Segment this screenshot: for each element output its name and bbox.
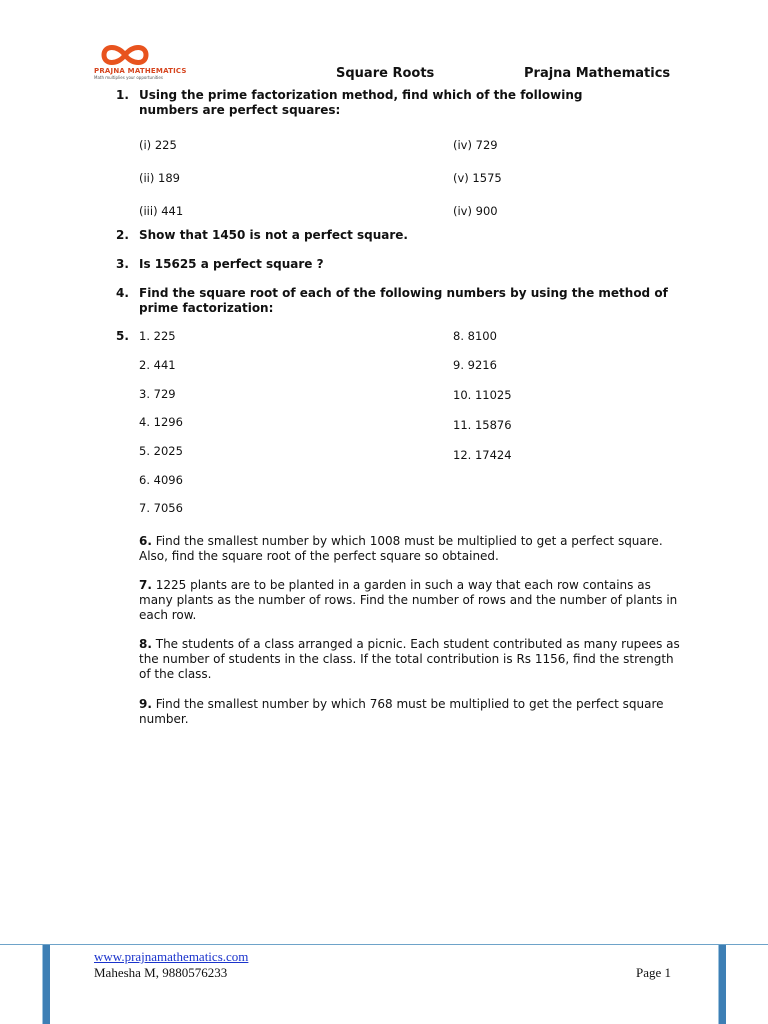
q5-item: 11. 15876 bbox=[453, 418, 512, 432]
q5-item: 4. 1296 bbox=[139, 415, 183, 429]
logo-text: PRAJNA MATHEMATICS bbox=[94, 67, 187, 75]
question-3-text: Is 15625 a perfect square ? bbox=[139, 257, 324, 271]
brand-name: Prajna Mathematics bbox=[524, 66, 671, 81]
question-6-text: Find the smallest number by which 1008 must be multiplied to get a perfect square. Also, find the square root of the perfect square so obtained. bbox=[139, 534, 663, 563]
question-9 bbox=[139, 697, 684, 727]
q1-option: (iv) 900 bbox=[453, 204, 498, 218]
q1-option: (iii) 441 bbox=[139, 204, 184, 218]
question-4-text: Find the square root of each of the following numbers by using the method of prime factorization: bbox=[139, 286, 668, 315]
question-9-text: Find the smallest number by which 768 must be multiplied to get the perfect square number. bbox=[139, 697, 664, 726]
q5-item: 5. 2025 bbox=[139, 444, 183, 458]
q5-item: 2. 441 bbox=[139, 358, 176, 372]
question-number-5: 5. bbox=[116, 329, 129, 343]
footer-author: Mahesha M, 9880576233 bbox=[94, 965, 228, 980]
question-2-text: Show that 1450 is not a perfect square. bbox=[139, 228, 408, 242]
q5-item: 8. 8100 bbox=[453, 329, 497, 343]
question-number-2: 2. bbox=[116, 228, 129, 242]
q5-item: 7. 7056 bbox=[139, 501, 183, 515]
q5-item: 12. 17424 bbox=[453, 448, 512, 462]
website-link[interactable]: www.prajnamathematics.com bbox=[94, 949, 249, 964]
footer-left-bar bbox=[42, 945, 50, 1024]
question-1-text: Using the prime factorization method, find which of the following numbers are perfect squares: bbox=[139, 88, 583, 117]
q5-item: 6. 4096 bbox=[139, 473, 183, 487]
question-number-1: 1. bbox=[116, 88, 129, 102]
q5-item: 3. 729 bbox=[139, 387, 176, 401]
q5-item: 9. 9216 bbox=[453, 358, 497, 372]
question-number-6: 6. bbox=[139, 534, 152, 548]
question-8 bbox=[139, 637, 684, 682]
logo-tagline: Math multiplies your opportunities bbox=[94, 75, 163, 80]
q1-option: (i) 225 bbox=[139, 138, 177, 152]
q1-option: (iv) 729 bbox=[453, 138, 498, 152]
page-number: Page 1 bbox=[636, 965, 672, 980]
page-title: Square Roots bbox=[336, 66, 435, 81]
question-number-8: 8. bbox=[139, 637, 152, 651]
question-6 bbox=[139, 534, 684, 564]
q5-item: 10. 11025 bbox=[453, 388, 512, 402]
q5-item: 1. 225 bbox=[139, 329, 176, 343]
footer-right-bar bbox=[718, 945, 726, 1024]
question-number-9: 9. bbox=[139, 697, 152, 711]
footer-website[interactable] bbox=[94, 949, 248, 965]
question-8-text: The students of a class arranged a picnic. Each student contributed as many rupees as the number of students in the class. If the total contribution is Rs 1156, find the strength of the class. bbox=[139, 637, 680, 681]
question-number-4: 4. bbox=[116, 286, 129, 300]
question-number-7: 7. bbox=[139, 578, 152, 592]
question-7 bbox=[139, 578, 684, 623]
q1-option: (ii) 189 bbox=[139, 171, 180, 185]
question-7-text: 1225 plants are to be planted in a garden in such a way that each row contains as many plants as the number of rows. Find the number of rows and the number of plants in each row. bbox=[139, 578, 678, 622]
footer-divider bbox=[0, 944, 768, 945]
question-number-3: 3. bbox=[116, 257, 129, 271]
q1-option: (v) 1575 bbox=[453, 171, 502, 185]
